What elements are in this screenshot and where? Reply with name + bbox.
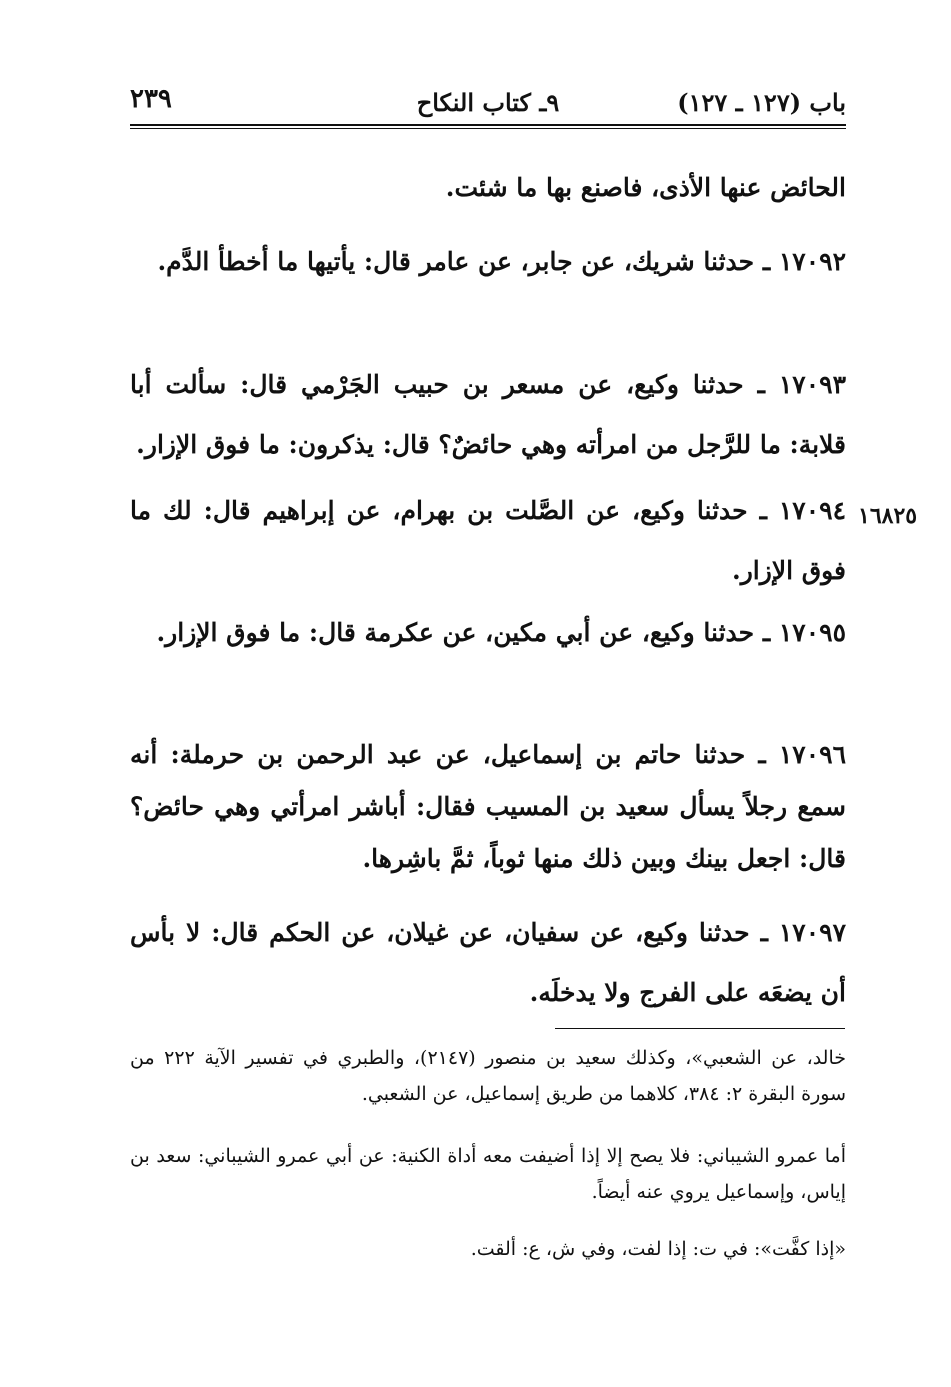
hadith-text: ـ حدثنا وكيع، عن أبي مكين، عن عكرمة قال: ما فوق الإزار. [156, 618, 779, 647]
hadith-number: ١٧٠٩٣ [778, 370, 846, 399]
hadith-text: ـ حدثنا وكيع، عن سفيان، عن غيلان، عن الحكم قال: لا بأس أن يضعَه على الفرج ولا يدخلَه. [130, 918, 846, 1007]
hadith-number: ١٧٠٩٥ [778, 618, 846, 647]
book-title: ٩ـ كتاب النكاح [416, 88, 560, 117]
hadith-text: ـ حدثنا وكيع، عن مسعر بن حبيب الجَرْمي قال: سألت أبا قلابة: ما للرَّجل من امرأته وهي حائضٌ؟ قال: يذكرون: ما فوق الإزار. [130, 370, 846, 459]
hadith-text: ـ حدثنا شريك، عن جابر، عن عامر قال: يأتيها ما أخطأ الدَّم. [157, 247, 779, 276]
paragraph-continuation: الحائض عنها الأذى، فاصنع بها ما شئت. [445, 173, 846, 202]
hadith-number: ١٧٠٩٧ [778, 918, 846, 947]
hadith-text: ـ حدثنا حاتم بن إسماعيل، عن عبد الرحمن بن حرملة: أنه سمع رجلاً يسأل سعيد بن المسيب فقال: أباشر امرأتي وهي حائض؟ قال: اجعل بينك وبين ذلك منها ثوباً، ثمَّ باشِرها. [130, 740, 846, 873]
page-number: ٢٣٩ [130, 84, 172, 114]
hadith-number: ١٧٠٩٦ [778, 740, 846, 769]
hadith-17096 [130, 729, 846, 885]
header-rule-thin [130, 128, 846, 129]
hadith-text: ـ حدثنا وكيع، عن الصَّلت بن بهرام، عن إبراهيم قال: لك ما فوق الإزار. [130, 496, 846, 585]
footnote-3: «إذا كفَّت»: في ت: إذا لفت، وفي ش، ع: ألقت. [470, 1238, 846, 1260]
page-header [130, 82, 846, 122]
hadith-17097 [130, 903, 846, 1023]
footnote-2: أما عمرو الشيباني: فلا يصح إلا إذا أضيفت معه أداة الكنية: عن أبي عمرو الشيباني: سعد بن إياس، وإسماعيل يروي عنه أيضاً. [130, 1145, 846, 1203]
hadith-17095 [130, 603, 846, 663]
margin-reference-number: ١٦٨٢٥ [858, 503, 918, 529]
footnote-separator [555, 1028, 845, 1029]
footnote-1: خالد، عن الشعبي»، وكذلك سعيد بن منصور (٢١٤٧)، والطبري في تفسير الآية ٢٢٢ من سورة البقرة ٢: ٣٨٤، كلاهما من طريق إسماعيل، عن الشعبي. [130, 1047, 847, 1105]
header-rule [130, 124, 846, 126]
chapter-range: باب (١٢٧ ـ ١٢٧) [677, 88, 846, 117]
hadith-17094 [130, 481, 846, 601]
hadith-number: ١٧٠٩٢ [778, 247, 846, 276]
hadith-number: ١٧٠٩٤ [778, 496, 846, 525]
hadith-17092 [130, 232, 846, 292]
hadith-17093 [130, 355, 846, 475]
